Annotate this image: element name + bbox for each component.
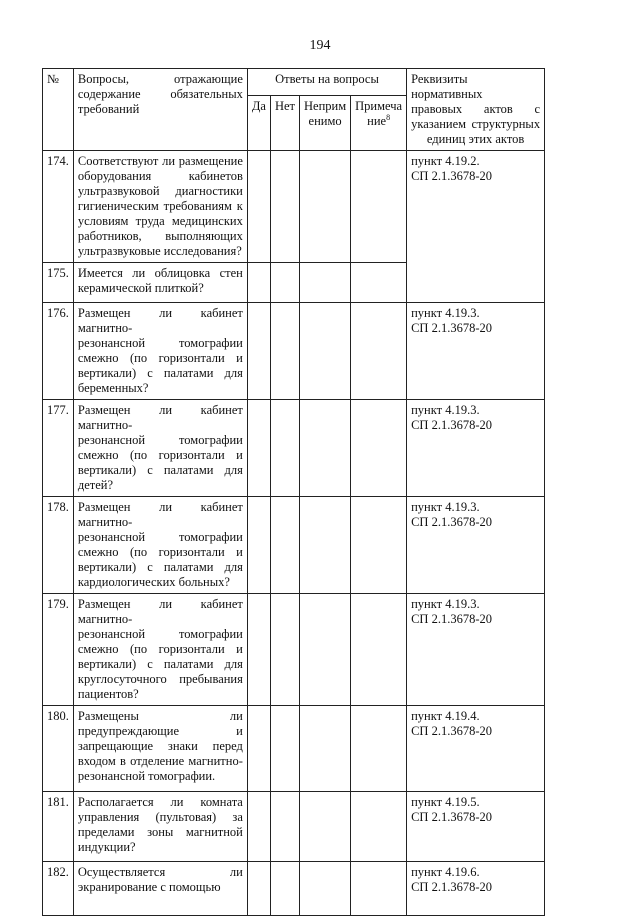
question-text: Размещен ли кабинет магнитно- резонансной томографии смежно (по горизонтали и вертикали) с палатами для кардиологических больных? (73, 497, 247, 594)
answer-no-cell[interactable] (270, 263, 299, 303)
reference-cell: пункт 4.19.3. СП 2.1.3678-20 (407, 303, 545, 400)
question-text: Имеется ли облицовка стен керамической плиткой? (73, 263, 247, 303)
row-number: 174. (43, 151, 74, 263)
answer-yes-cell[interactable] (247, 862, 270, 916)
header-questions: Вопросы, отражающие содержание обязательных требований (73, 69, 247, 151)
answer-not-applicable-cell[interactable] (300, 151, 351, 263)
reference-cell: пункт 4.19.3. СП 2.1.3678-20 (407, 497, 545, 594)
row-number: 180. (43, 706, 74, 792)
requirements-table (42, 68, 545, 916)
note-cell[interactable] (351, 706, 407, 792)
reference-cell: пункт 4.19.3. СП 2.1.3678-20 (407, 400, 545, 497)
table-row (43, 497, 545, 594)
answer-yes-cell[interactable] (247, 263, 270, 303)
answer-yes-cell[interactable] (247, 400, 270, 497)
answer-not-applicable-cell[interactable] (300, 303, 351, 400)
answer-not-applicable-cell[interactable] (300, 263, 351, 303)
header-num: № (43, 69, 74, 151)
header-no: Нет (270, 95, 299, 150)
answer-not-applicable-cell[interactable] (300, 862, 351, 916)
answer-not-applicable-cell[interactable] (300, 594, 351, 706)
answer-yes-cell[interactable] (247, 497, 270, 594)
note-cell[interactable] (351, 497, 407, 594)
reference-cell: пункт 4.19.3. СП 2.1.3678-20 (407, 594, 545, 706)
header-not-applicable: Неприм енимо (300, 95, 351, 150)
table-row (43, 303, 545, 400)
header-yes: Да (247, 95, 270, 150)
header-reference: Реквизиты нормативных правовых актов с указанием структурных единиц этих актов (407, 69, 545, 151)
row-number: 175. (43, 263, 74, 303)
table-row (43, 706, 545, 792)
answer-no-cell[interactable] (270, 792, 299, 862)
answer-no-cell[interactable] (270, 862, 299, 916)
answer-yes-cell[interactable] (247, 151, 270, 263)
page-number: 194 (309, 38, 331, 53)
table-row (43, 400, 545, 497)
answer-yes-cell[interactable] (247, 792, 270, 862)
table-row (43, 792, 545, 862)
answer-yes-cell[interactable] (247, 303, 270, 400)
table-row (43, 594, 545, 706)
note-cell[interactable] (351, 792, 407, 862)
question-text: Размещен ли кабинет магнитно- резонансной томографии смежно (по горизонтали и вертикали) с палатами для круглосуточного пребывания пациентов? (73, 594, 247, 706)
answer-not-applicable-cell[interactable] (300, 792, 351, 862)
question-text: Размещены ли предупреждающие и запрещающие знаки перед входом в отделение магнитно- резонансной томографии. (73, 706, 247, 792)
header-note: Примеча ние$^8$ (351, 95, 407, 150)
reference-cell: пункт 4.19.2. СП 2.1.3678-20 (407, 151, 545, 303)
row-number: 177. (43, 400, 74, 497)
question-text: Осуществляется ли экранирование с помощью (73, 862, 247, 916)
note-cell[interactable] (351, 862, 407, 916)
question-text: Соответствуют ли размещение оборудования кабинетов ультразвуковой диагностики гигиеническим требованиям к условиям труда медицинских работников, выполняющих ультразвуковые исследования? (73, 151, 247, 263)
note-cell[interactable] (351, 594, 407, 706)
note-cell[interactable] (351, 303, 407, 400)
note-cell[interactable] (351, 400, 407, 497)
answer-yes-cell[interactable] (247, 706, 270, 792)
question-text: Размещен ли кабинет магнитно- резонансной томографии смежно (по горизонтали и вертикали) с палатами для беременных? (73, 303, 247, 400)
answer-no-cell[interactable] (270, 151, 299, 263)
table-row (43, 151, 545, 263)
header-answers: Ответы на вопросы (247, 69, 406, 96)
reference-cell: пункт 4.19.4. СП 2.1.3678-20 (407, 706, 545, 792)
answer-no-cell[interactable] (270, 594, 299, 706)
answer-not-applicable-cell[interactable] (300, 706, 351, 792)
answer-no-cell[interactable] (270, 706, 299, 792)
row-number: 179. (43, 594, 74, 706)
reference-cell: пункт 4.19.6. СП 2.1.3678-20 (407, 862, 545, 916)
answer-no-cell[interactable] (270, 400, 299, 497)
question-text: Располагается ли комната управления (пультовая) за пределами зоны магнитной индукции? (73, 792, 247, 862)
row-number: 181. (43, 792, 74, 862)
answer-no-cell[interactable] (270, 303, 299, 400)
note-cell[interactable] (351, 151, 407, 263)
reference-cell: пункт 4.19.5. СП 2.1.3678-20 (407, 792, 545, 862)
answer-yes-cell[interactable] (247, 594, 270, 706)
question-text: Размещен ли кабинет магнитно- резонансной томографии смежно (по горизонтали и вертикали) с палатами для детей? (73, 400, 247, 497)
row-number: 182. (43, 862, 74, 916)
answer-not-applicable-cell[interactable] (300, 497, 351, 594)
answer-no-cell[interactable] (270, 497, 299, 594)
row-number: 176. (43, 303, 74, 400)
answer-not-applicable-cell[interactable] (300, 400, 351, 497)
note-cell[interactable] (351, 263, 407, 303)
row-number: 178. (43, 497, 74, 594)
table-row (43, 862, 545, 916)
